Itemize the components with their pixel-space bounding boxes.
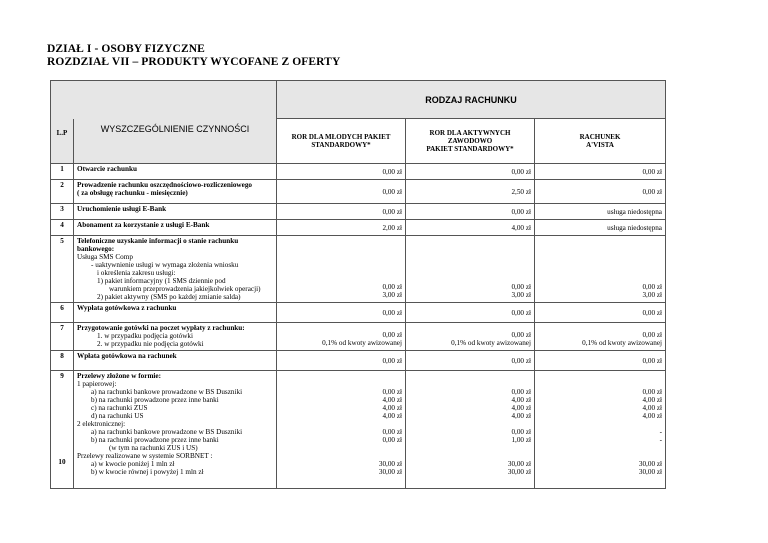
table-row <box>51 204 666 220</box>
row-sub-line: (w tym na rachunki ZUS i US) <box>109 444 198 452</box>
value-line: 4,00 zł <box>642 396 663 404</box>
row-sub-line: - uaktywnienie usługi w wymaga złożenia wniosku <box>91 261 239 269</box>
value-cell: 0,00 zł <box>277 180 406 204</box>
value-cell <box>535 236 666 303</box>
value-cell <box>406 371 535 489</box>
row-sub-line: i określenia zakresu usługi: <box>97 269 176 277</box>
row-desc <box>74 303 277 323</box>
col2-line: ZAWODOWO <box>447 137 493 145</box>
row-number: 3 <box>51 204 74 220</box>
value-cell: 0,00 zł <box>535 164 666 180</box>
value-cell <box>277 236 406 303</box>
row-sub-line: 2 elektronicznej: <box>77 420 126 428</box>
value-line: 1,00 zł <box>511 436 531 444</box>
table-row <box>51 220 666 236</box>
value-line: - <box>659 436 663 444</box>
col3-line: A'VISTA <box>586 141 614 149</box>
value-line: 4,00 zł <box>511 396 531 404</box>
row-sub-line: d) na rachunki US <box>91 412 144 420</box>
row-desc <box>74 180 277 204</box>
row-sub-line: Usługa SMS Comp <box>77 253 133 261</box>
value-cell: 0,00 zł <box>277 164 406 180</box>
table-row <box>51 323 666 351</box>
row-sub-line: c) na rachunki ZUS <box>91 404 148 412</box>
row-desc-text: Wypłata gotówkowa z rachunku <box>77 304 177 312</box>
value-line: 4,00 zł <box>511 412 531 420</box>
row-sub-line: 1) pakiet informacyjny (1 SMS dziennie pod <box>97 277 226 285</box>
col-ror-aktywnych-header <box>406 119 535 164</box>
row-number: 4 <box>51 220 74 236</box>
row-sub-line: Przelewy realizowane w systemie SORBNET : <box>77 452 213 460</box>
value-line: 30,00 zł <box>378 468 402 476</box>
value-gap <box>538 420 662 428</box>
row-sub-line: b) w kwocie równej i powyżej 1 mln zł <box>91 468 204 476</box>
value-gap <box>280 420 402 428</box>
value-line: 3,00 zł <box>511 291 531 299</box>
row-number: 8 <box>51 351 74 371</box>
table-row <box>51 164 666 180</box>
value-line: 0,00 zł <box>382 436 402 444</box>
row-desc-text: Wpłata gotówkowa na rachunek <box>77 352 177 360</box>
col-avista-header <box>535 119 666 164</box>
row-desc <box>74 323 277 351</box>
value-line: 0,00 zł <box>642 388 663 396</box>
value-cell: 0,00 zł <box>535 351 666 371</box>
value-cell: 0,00 zł <box>406 303 535 323</box>
row-sub-line: b) na rachunki prowadzone przez inne banki <box>91 396 219 404</box>
row-sub-line: a) na rachunki bankowe prowadzone w BS Duszniki <box>91 428 243 436</box>
row-desc-text: Telefoniczne uzyskanie informacji o stanie rachunku bankowego: <box>77 237 239 253</box>
table-row <box>51 371 666 489</box>
value-line: 30,00 zł <box>507 468 531 476</box>
value-gap <box>538 444 662 460</box>
value-cell <box>277 323 406 351</box>
row-desc <box>74 371 277 489</box>
value-cell: 4,00 zł <box>406 220 535 236</box>
section-title: DZIAŁ I - OSOBY FIZYCZNE <box>47 43 205 55</box>
value-line: 30,00 zł <box>638 460 663 468</box>
value-line: 4,00 zł <box>382 396 402 404</box>
col-ror-mlodych-header: ROR DLA MŁODYCH PAKIET STANDARDOWY* <box>277 119 406 164</box>
value-line: 0,00 zł <box>511 283 531 291</box>
value-line: 4,00 zł <box>382 404 402 412</box>
value-line: 4,00 zł <box>642 404 663 412</box>
row-desc-text: Uruchomienie usługi E-Bank <box>77 205 167 213</box>
row-desc-text: Abonament za korzystanie z usługi E-Bank <box>77 221 210 229</box>
value-line: 0,00 zł <box>382 331 402 339</box>
value-line: 4,00 zł <box>382 412 402 420</box>
row-sub-line: warunkiem przeprowadzenia jakiejkolwiek operacji) <box>109 285 261 293</box>
col2-line: ROR DLA AKTYWNYCH <box>429 129 511 137</box>
value-cell <box>535 323 666 351</box>
row-sub-line: 2. w przypadku nie podjęcia gotówki <box>97 340 204 348</box>
row-sub-line: 2) pakiet aktywny (SMS po każdej zmianie salda) <box>97 293 241 301</box>
table-row <box>51 236 666 303</box>
row-number: 7 <box>51 323 74 351</box>
wyszczegolnienie-header: WYSZCZEGÓLNIENIE CZYNNOŚCI <box>74 119 277 164</box>
table-row <box>51 351 666 371</box>
value-cell: 0,00 zł <box>406 204 535 220</box>
value-cell: 0,00 zł <box>406 164 535 180</box>
value-line: 3,00 zł <box>642 291 663 299</box>
value-line: - <box>659 428 663 436</box>
value-cell: 0,00 zł <box>406 351 535 371</box>
header-spacer <box>51 81 277 119</box>
value-cell: 2,50 zł <box>406 180 535 204</box>
row-desc-text: Otwarcie rachunku <box>77 165 137 173</box>
value-cell: 0,00 zł <box>277 351 406 371</box>
value-cell <box>406 323 535 351</box>
row-sub-line: a) na rachunki bankowe prowadzone w BS Duszniki <box>91 388 243 396</box>
value-gap <box>409 420 531 428</box>
row-sub-line: 1 papierowej: <box>77 380 117 388</box>
lp-header: L.P <box>51 119 74 164</box>
table-row <box>51 180 666 204</box>
value-gap <box>280 444 402 460</box>
col3-line: RACHUNEK <box>579 133 621 141</box>
value-cell <box>277 371 406 489</box>
value-cell: usługa niedostępna <box>535 220 666 236</box>
value-cell <box>406 236 535 303</box>
row-sub-line: 1. w przypadku podjęcia gotówki <box>97 332 194 340</box>
row-desc <box>74 351 277 371</box>
row-desc <box>74 220 277 236</box>
value-cell: 0,00 zł <box>535 303 666 323</box>
value-line: 30,00 zł <box>507 460 531 468</box>
value-line: 4,00 zł <box>511 404 531 412</box>
row-sub-line: b) na rachunki prowadzone przez inne banki <box>91 436 219 444</box>
row-number-9: 9 <box>60 372 64 380</box>
value-cell <box>535 371 666 489</box>
col2-line: PAKIET STANDARDOWY* <box>426 145 514 153</box>
row-number: 5 <box>51 236 74 303</box>
value-line: 0,1% od kwoty awizowanej <box>582 339 663 347</box>
row-desc <box>74 236 277 303</box>
row-desc-text: ( za obsługę rachunku - miesięcznie) <box>77 189 188 197</box>
row-number: 1 <box>51 164 74 180</box>
table-row <box>51 303 666 323</box>
value-line: 30,00 zł <box>378 460 402 468</box>
value-line: 0,1% od kwoty awizowanej <box>322 339 402 347</box>
value-line: 0,00 zł <box>511 388 531 396</box>
row-number-spacer <box>54 380 70 458</box>
rodzaj-header: RODZAJ RACHUNKU <box>277 81 666 119</box>
row-desc-text: Przygotowanie gotówki na poczet wypłaty z rachunku: <box>77 324 245 332</box>
row-number-10: 10 <box>58 458 66 466</box>
row-sub-line: a) w kwocie poniżej 1 mln zł <box>91 460 175 468</box>
row-desc-text: Przelewy złożone w formie: <box>77 372 162 380</box>
value-line: 3,00 zł <box>382 291 402 299</box>
row-number: 2 <box>51 180 74 204</box>
value-line: 0,00 zł <box>642 331 663 339</box>
value-gap <box>409 444 531 460</box>
value-cell: usługa niedostępna <box>535 204 666 220</box>
chapter-title: ROZDZIAŁ VII – PRODUKTY WYCOFANE Z OFERTY <box>47 56 341 68</box>
value-cell: 0,00 zł <box>277 303 406 323</box>
value-line: 0,00 zł <box>511 331 531 339</box>
value-cell: 0,00 zł <box>535 180 666 204</box>
value-line: 0,00 zł <box>642 283 663 291</box>
row-number: 6 <box>51 303 74 323</box>
row-desc-text: Prowadzenie rachunku oszczędnościowo-rozliczeniowego <box>77 181 253 189</box>
value-line: 0,00 zł <box>382 388 402 396</box>
value-line: 30,00 zł <box>638 468 663 476</box>
fee-table <box>50 80 666 489</box>
value-line: 4,00 zł <box>642 412 663 420</box>
value-cell: 2,00 zł <box>277 220 406 236</box>
value-line: 0,00 zł <box>511 428 531 436</box>
value-line: 0,1% od kwoty awizowanej <box>451 339 531 347</box>
value-line: 0,00 zł <box>382 428 402 436</box>
value-cell: 0,00 zł <box>277 204 406 220</box>
row-desc <box>74 204 277 220</box>
row-desc <box>74 164 277 180</box>
row-number <box>51 371 74 489</box>
value-line: 0,00 zł <box>382 283 402 291</box>
